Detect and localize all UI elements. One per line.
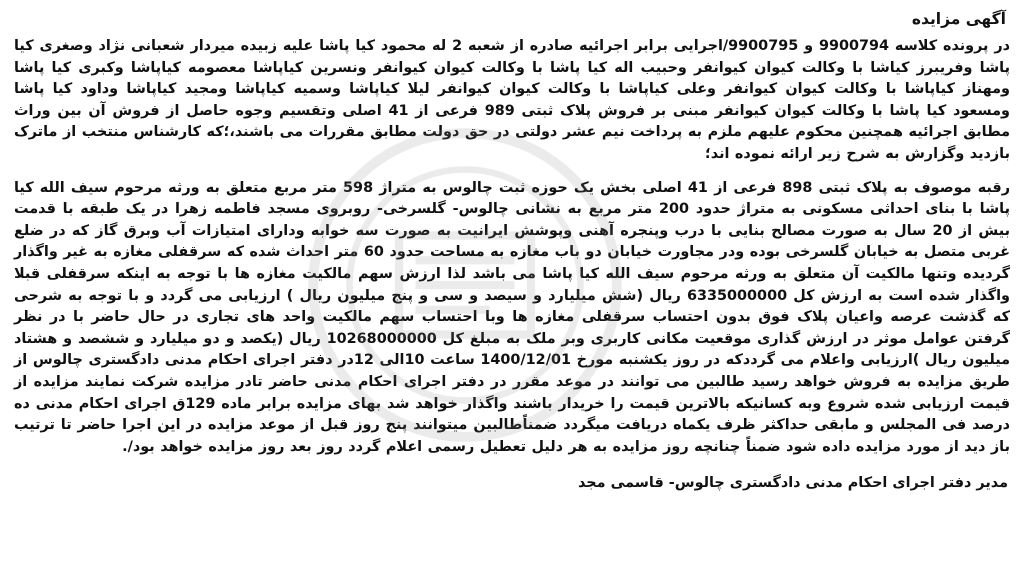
notice-title: آگهی مزایده bbox=[911, 10, 1006, 28]
notice-paragraph-property: رقبه موصوف به پلاک ثبتی 898 فرعی از 41 اصلی بخش یک حوزه ثبت چالوس به متراژ 598 متر مربع متعلق به ورثه مرحوم سیف الله کیا پاشا با بنای احداثی مسکونی به متراژ حدود 200 متر مربع به نشانی چالوس- گلسرخی- روبروی مسجد فاطمه زهرا در یک طبقه با قدمت بیش از 20 سال به صورت مصالح بنایی با درب وپنجره آهنی وپوشش ایرانیت به صورت سه خوابه ودارای امتیازات آب وبرق گاز که در ضلع غربی متصل به خیابان گلسرخی بوده ودر مجاورت خیابان دو باب مغازه به مساحت حدود 60 متر احداث شده که سرقفلی مغازه به غیر واگذار گردیده وتنها مالکیت آن متعلق به ورثه مرحوم سیف الله کیا پاشا می باشد لذا ارزش سهم مالکیت مغازه ها با توجه به اینکه سرقفلی قبلا واگذار شده است به ارزش کل 6335000000 ریال (شش میلیارد و سیصد و سی و پنج میلیون ریال ) ارزیابی می گردد و با توجه به شرحی که گذشت عرصه واعیان پلاک فوق بدون احتساب سرقفلی مغازه ها وبا احتساب سهم مالکیت واحد های تجاری در حال حاضر با در نظر گرفتن عوامل موثر در ارزش گذاری موقعیت مکانی کاربری وبر ملک به مبلغ کل 10268000000 ریال (یکصد و دو میلیارد و ششصد و هشتاد میلیون ریال )ارزیابی واعلام می گرددکه در روز یکشنبه مورخ 1400/12/01 ساعت 10الی 12در دفتر اجرای احکام مدنی دادگستری چالوس از طریق مزایده به فروش خواهد رسید طالبین می توانند در موعد مقرر در دفتر اجرای احکام مدنی حاضر تادر مزایده شرکت نمایند مزایده از قیمت ارزیابی شده شروع وبه کسانیکه بالاترین قیمت را خریدار باشند واگذار خواهد شد بهای مزایده برابر ماده 129ق اجرای احکام مدنی ده درصد فی المجلس و مابقی حداکثر ظرف یکماه دریافت میگردد ضمناًطالبین میتوانند پنج روز قبل از موعد مزایده در این اجرا حاضر تا ترتیب باز دید از مورد مزایده داده شود ضمناً چنانچه روز مزایده به هر دلیل تعطیل رسمی اعلام گردد روز بعد روز مزایده خواهد بود/. bbox=[14, 179, 1011, 455]
notice-signature: مدیر دفتر اجرای احکام مدنی دادگستری چالوس- قاسمی مجد bbox=[577, 475, 1008, 492]
notice-paragraph-case: در پرونده کلاسه 9900794 و 9900795/اجرایی برابر اجرائیه صادره از شعبه 2 له محمود کیا پاشا علیه زبیده میردار شعبانی نژاد وصغری کیا پاشا وفریبرز کیاشا با وکالت کیوان کیوانفر وحبیب اله کیا پاشا با وکالت کیوان کیوانفر ونسرین کیاپاشا معصومه کیاپاشا وکبری کیا پاشا ومهناز کیاپاشا با وکالت کیوان کیوانفر وعلی کیاپاشا با وکالت کیوان کیوانفر لیلا کیاپاشا وسمیه کیاپاشا ومجید کیاپاشا وداود کیا پاشا ومسعود کیا پاشا با وکالت کیوان کیوانفر مبنی بر فروش پلاک ثبتی 989 فرعی از 41 اصلی وتقسیم وجوه حاصل از فروش آن بین وراث مطابق اجرائیه همچنین محکوم علیهم ملزم به پرداخت نیم عشر دولتی در حق دولت مطابق مقررات می باشند،؛که کارشناس منتخب از ماترک بازدید وگزارش به شرح زیر ارائه نموده اند؛ bbox=[14, 38, 1011, 162]
